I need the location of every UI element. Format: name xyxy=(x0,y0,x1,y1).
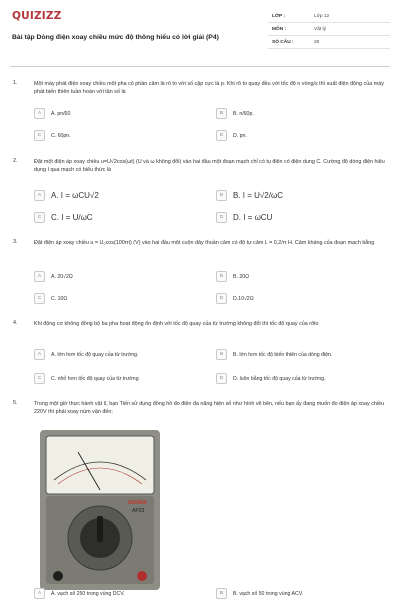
option-letter: C xyxy=(34,293,45,304)
worksheet-title: Bài tập Dòng điện xoay chiều mức độ thông hiểu có lời giải (P4) xyxy=(12,34,219,41)
option-text: A. pn/60 xyxy=(51,110,71,117)
option-letter: A xyxy=(34,190,45,201)
meter-knob-pointer xyxy=(97,516,103,542)
meta-value: Lớp 12 xyxy=(314,13,330,19)
option-d[interactable] xyxy=(216,372,378,385)
option-text: C. I = U/ωC xyxy=(51,213,93,222)
option-letter: B xyxy=(216,349,227,360)
meta-label: LỚP : xyxy=(272,13,286,19)
option-letter: A xyxy=(34,349,45,360)
option-letter: C xyxy=(34,212,45,223)
option-c[interactable] xyxy=(34,372,196,385)
option-b[interactable] xyxy=(216,348,378,361)
meta-row-subject xyxy=(268,23,390,36)
meter-dial-window xyxy=(46,436,154,494)
option-letter: D xyxy=(216,212,227,223)
meter-jack-com xyxy=(53,571,63,581)
option-a[interactable] xyxy=(34,587,196,600)
option-text: A. I = ωCU√2 xyxy=(51,191,99,200)
question-number: 4. xyxy=(13,320,18,326)
option-b[interactable] xyxy=(216,189,378,202)
option-letter: D xyxy=(216,130,227,141)
option-letter: A xyxy=(34,271,45,282)
option-d[interactable] xyxy=(216,292,378,305)
meta-value: Vật lý xyxy=(314,26,326,32)
question-text: Khi động cơ không đồng bộ ba pha hoạt động ổn định với tốc độ quay của từ trường không đổi thì tốc độ quay của rôto xyxy=(34,321,319,327)
meta-value: 20 xyxy=(314,39,320,45)
option-letter: B xyxy=(216,588,227,599)
option-c[interactable] xyxy=(34,292,196,305)
meter-jack-v xyxy=(137,571,147,581)
option-text: D.10√2Ω xyxy=(233,295,254,302)
option-text: B. n/60p. xyxy=(233,110,254,117)
question-number: 1. xyxy=(13,80,18,86)
meter-model: AP33 xyxy=(132,508,145,514)
question-text: Đặt điện áp xoay chiều u = U₀cos(100πt) (V) vào hai đầu một cuộn dây thuần cảm có độ tự cảm L = 0,2/π H. Cảm kháng của đoạn mạch bằng xyxy=(34,240,375,246)
option-text: D. pn. xyxy=(233,132,247,139)
option-c[interactable] xyxy=(34,129,196,142)
option-letter: D xyxy=(216,293,227,304)
meta-row-class xyxy=(268,10,390,23)
question-text: Một máy phát điện xoay chiều một pha có phần cảm là rô to với số cặp cực là p. Khi rô to quay đều với tốc độ n vòng/s thì suất điện động của máy phát biến thiên tuần hoàn với tần số là xyxy=(34,81,384,95)
option-d[interactable] xyxy=(216,129,378,142)
quizizz-logo: QUIZIZZ xyxy=(12,10,62,22)
option-letter: B xyxy=(216,190,227,201)
option-letter: C xyxy=(34,130,45,141)
question-text: Trong một giờ thực hành vật lí, bạn Tiến sử dụng đồng hồ đo điện đa năng hiện số như hình vẽ bên, nếu bạn ấy đang muốn đo điện áp xoay chiều 220V thì phải xoay núm vặn đến: xyxy=(34,401,385,415)
meta-label: MÔN : xyxy=(272,26,287,32)
option-a[interactable] xyxy=(34,189,196,202)
option-a[interactable] xyxy=(34,107,196,120)
option-text: A. lớn hơn tốc độ quay của từ trường. xyxy=(51,351,139,358)
option-letter: D xyxy=(216,373,227,384)
option-text: B. vạch số 50 trong vùng ACV. xyxy=(233,590,304,597)
option-text: B. I = U√2/ωC xyxy=(233,191,283,200)
option-text: A. vạch số 250 trong vùng DCV. xyxy=(51,590,125,597)
question-number: 3. xyxy=(13,239,18,245)
option-letter: A xyxy=(34,108,45,119)
option-letter: A xyxy=(34,588,45,599)
option-text: D. I = ωCU xyxy=(233,213,273,222)
worksheet-header xyxy=(10,8,390,62)
option-c[interactable] xyxy=(34,211,196,224)
option-b[interactable] xyxy=(216,107,378,120)
option-text: D. luôn bằng tốc độ quay của từ trường. xyxy=(233,375,326,382)
option-d[interactable] xyxy=(216,211,378,224)
option-text: B. 20Ω xyxy=(233,273,249,280)
question-number: 2. xyxy=(13,158,18,164)
option-letter: C xyxy=(34,373,45,384)
multimeter-image xyxy=(40,430,160,590)
option-b[interactable] xyxy=(216,587,378,600)
question-text: Đặt một điện áp xoay chiều u=U√2cos(ωt) (U và ω không đổi) vào hai đầu một đoạn mạch chỉ có tụ điện có điện dung C. Cường độ dòng điện hiệu dụng I qua mạch có biểu thức là xyxy=(34,159,385,173)
option-text: C. nhỏ hơn tốc độ quay của từ trường xyxy=(51,375,139,382)
meter-brand: SANWA xyxy=(128,500,147,506)
meta-row-count xyxy=(268,36,390,49)
option-text: B. lớn hơn tốc độ biến thiên của dòng điện. xyxy=(233,351,333,358)
option-letter: B xyxy=(216,108,227,119)
option-text: C. 10Ω xyxy=(51,295,68,302)
question-number: 5. xyxy=(13,400,18,406)
option-text: A. 20√2Ω xyxy=(51,273,73,280)
meta-label: SỐ CÂU : xyxy=(272,39,294,45)
option-b[interactable] xyxy=(216,270,378,283)
option-letter: B xyxy=(216,271,227,282)
worksheet-meta xyxy=(268,10,390,49)
option-a[interactable] xyxy=(34,270,196,283)
option-text: C. 60pn. xyxy=(51,132,71,139)
option-a[interactable] xyxy=(34,348,196,361)
header-divider xyxy=(10,66,390,67)
